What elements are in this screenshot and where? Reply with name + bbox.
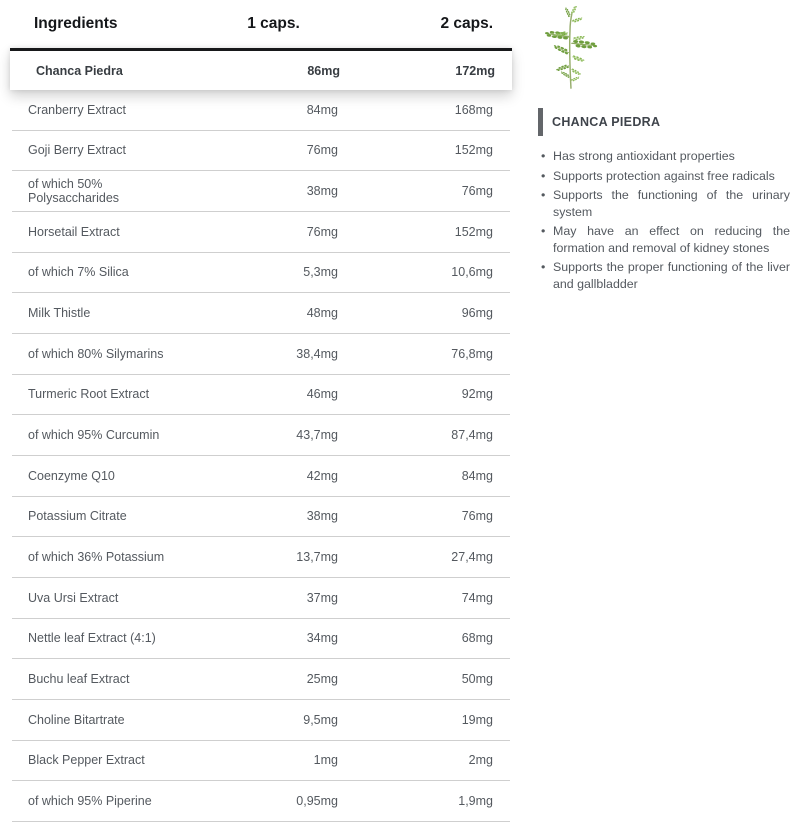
table-row: [12, 171, 510, 212]
ingredient-name: Goji Berry Extract: [28, 143, 126, 158]
value-1-caps: 76mg: [306, 143, 338, 158]
benefits-list: [540, 148, 790, 292]
header-1-caps: 1 caps.: [247, 15, 300, 32]
benefit-text: May have an effect on reducing the formation and removal of kidney stones: [553, 224, 790, 255]
ingredient-name: Horsetail Extract: [28, 224, 120, 239]
value-1-caps: 48mg: [306, 306, 338, 321]
ingredient-name: of which 80% Silymarins: [28, 346, 164, 361]
table-row: [12, 578, 510, 619]
info-sidebar: [538, 2, 790, 295]
ingredient-name: Turmeric Root Extract: [28, 387, 150, 402]
table-row: [12, 131, 510, 172]
table-row: [12, 497, 510, 538]
table-row: [12, 619, 510, 660]
benefit-item: [540, 259, 790, 292]
value-1-caps: 42mg: [306, 468, 338, 483]
ingredient-name: Chanca Piedra: [36, 63, 123, 78]
value-2-caps: 10,6mg: [451, 265, 493, 280]
table-row: [12, 415, 510, 456]
value-1-caps: 86mg: [307, 63, 340, 78]
value-1-caps: 76mg: [306, 224, 338, 239]
value-2-caps: 172mg: [455, 63, 495, 78]
value-2-caps: 1,9mg: [458, 793, 493, 808]
ingredient-name: Potassium Citrate: [28, 509, 127, 524]
value-2-caps: 19mg: [461, 712, 493, 727]
chanca-piedra-plant-icon: [540, 6, 602, 92]
value-1-caps: 38mg: [306, 509, 338, 524]
table-row: [12, 375, 510, 416]
value-2-caps: 76,8mg: [451, 346, 493, 361]
ingredient-name: of which 7% Silica: [28, 265, 129, 280]
benefit-item: [540, 148, 790, 165]
ingredient-name: Buchu leaf Extract: [28, 672, 130, 687]
table-row: [12, 659, 510, 700]
ingredient-name: Coenzyme Q10: [28, 468, 115, 483]
bullet-icon: •: [541, 260, 546, 274]
table-row: [12, 212, 510, 253]
table-header-row: [12, 0, 510, 48]
benefit-text: Supports the functioning of the urinary system: [553, 188, 790, 219]
value-2-caps: 76mg: [461, 184, 493, 199]
bullet-icon: •: [541, 224, 546, 238]
value-2-caps: 84mg: [461, 468, 493, 483]
table-row: [12, 537, 510, 578]
value-2-caps: 87,4mg: [451, 428, 493, 443]
bullet-icon: •: [541, 188, 546, 202]
value-1-caps: 84mg: [306, 102, 338, 117]
table-row: [12, 741, 510, 782]
value-1-caps: 1mg: [313, 753, 338, 768]
value-1-caps: 43,7mg: [296, 428, 338, 443]
value-1-caps: 34mg: [306, 631, 338, 646]
value-1-caps: 5,3mg: [303, 265, 338, 280]
ingredient-name: of which 95% Piperine: [28, 793, 152, 808]
value-2-caps: 2mg: [468, 753, 493, 768]
benefit-item: [540, 168, 790, 185]
table-row: [12, 456, 510, 497]
ingredient-name: Milk Thistle: [28, 306, 91, 321]
benefit-text: Supports protection against free radicals: [553, 168, 775, 183]
ingredient-name: of which 50% Polysaccharides: [28, 177, 120, 206]
value-2-caps: 76mg: [461, 509, 493, 524]
ingredients-table: [12, 0, 510, 822]
value-2-caps: 68mg: [461, 631, 493, 646]
table-row: [12, 293, 510, 334]
value-2-caps: 152mg: [454, 143, 493, 158]
highlighted-row-chanca-piedra: [10, 48, 512, 90]
benefit-item: [540, 187, 790, 220]
value-2-caps: 92mg: [461, 387, 493, 402]
ingredient-name: Nettle leaf Extract (4:1): [28, 631, 156, 646]
benefit-item: [540, 223, 790, 256]
sidebar-title: CHANCA PIEDRA: [552, 115, 661, 129]
table-row: [12, 253, 510, 294]
value-2-caps: 96mg: [461, 306, 493, 321]
value-1-caps: 25mg: [306, 672, 338, 687]
value-1-caps: 9,5mg: [303, 712, 338, 727]
value-2-caps: 27,4mg: [451, 550, 493, 565]
accent-bar: [538, 108, 543, 136]
value-2-caps: 50mg: [461, 672, 493, 687]
ingredient-name: Choline Bitartrate: [28, 712, 125, 727]
value-1-caps: 38,4mg: [296, 346, 338, 361]
header-2-caps: 2 caps.: [440, 15, 493, 32]
table-row: [12, 700, 510, 741]
benefit-text: Has strong antioxidant properties: [553, 149, 735, 163]
table-row: [12, 90, 510, 131]
benefit-text: Supports the proper functioning of the liver and gallbladder: [553, 260, 790, 291]
value-1-caps: 0,95mg: [296, 793, 338, 808]
table-row: [12, 781, 510, 822]
ingredient-name: Uva Ursi Extract: [28, 590, 119, 605]
value-1-caps: 13,7mg: [296, 550, 338, 565]
ingredient-name: of which 95% Curcumin: [28, 428, 160, 443]
value-2-caps: 168mg: [454, 102, 493, 117]
value-1-caps: 46mg: [306, 387, 338, 402]
value-2-caps: 152mg: [454, 224, 493, 239]
value-1-caps: 38mg: [306, 184, 338, 199]
value-1-caps: 37mg: [306, 590, 338, 605]
table-row: [12, 334, 510, 375]
header-ingredients: Ingredients: [34, 15, 118, 32]
ingredient-name: Black Pepper Extract: [28, 753, 145, 768]
value-2-caps: 74mg: [461, 590, 493, 605]
ingredient-name: Cranberry Extract: [28, 102, 126, 117]
sidebar-heading: [538, 108, 790, 136]
bullet-icon: •: [541, 168, 546, 183]
bullet-icon: •: [541, 149, 546, 163]
ingredient-name: of which 36% Potassium: [28, 550, 165, 565]
